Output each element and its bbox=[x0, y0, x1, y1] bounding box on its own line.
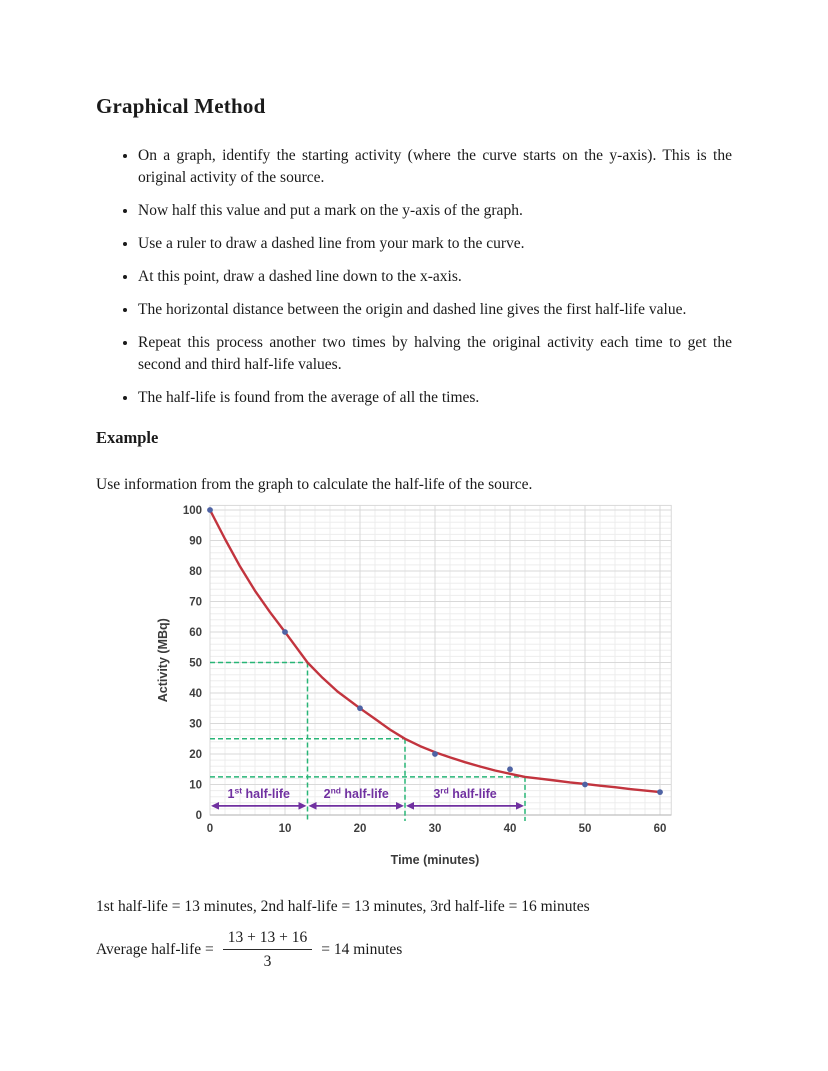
svg-text:70: 70 bbox=[189, 596, 202, 609]
x-axis-title: Time (minutes) bbox=[390, 853, 480, 867]
svg-text:100: 100 bbox=[182, 505, 202, 517]
bullet-item: • Repeat this process another two times by halving the original activity each time to get the second and third half-life values. bbox=[138, 332, 732, 376]
svg-text:40: 40 bbox=[189, 688, 202, 700]
svg-text:20: 20 bbox=[353, 823, 367, 835]
svg-text:0: 0 bbox=[195, 810, 202, 822]
bullet-list bbox=[120, 145, 732, 409]
formula-result: = 14 minutes bbox=[321, 940, 403, 958]
example-heading: Example bbox=[96, 428, 159, 447]
bullet-item: • At this point, draw a dashed line down to the x-axis. bbox=[138, 266, 732, 288]
average-formula bbox=[96, 928, 402, 971]
svg-text:0: 0 bbox=[206, 823, 214, 835]
formula-lead: Average half-life = bbox=[96, 940, 214, 958]
fraction bbox=[223, 928, 312, 971]
svg-text:30: 30 bbox=[189, 718, 202, 731]
svg-text:50: 50 bbox=[189, 657, 202, 670]
y-axis-title: Activity (MBq) bbox=[156, 618, 170, 703]
intro-paragraph: Use information from the graph to calculate the half-life of the source. bbox=[96, 476, 533, 493]
bullet-item: • Use a ruler to draw a dashed line from your mark to the curve. bbox=[138, 233, 732, 255]
halflife-label: 1st half-life bbox=[227, 785, 290, 802]
halflife-chart-svg bbox=[152, 490, 676, 882]
bullet-item: • On a graph, identify the starting activity (where the curve starts on the y-axis). This is the original activity of the source. bbox=[138, 145, 732, 189]
halflife-label: 2nd half-life bbox=[323, 785, 389, 802]
halflife-chart bbox=[152, 490, 676, 882]
halflife-arrows bbox=[211, 786, 524, 810]
bullet-item: • Now half this value and put a mark on the y-axis of the graph. bbox=[138, 200, 732, 222]
page-title: Graphical Method bbox=[96, 94, 266, 118]
results-line: 1st half-life = 13 minutes, 2nd half-life = 13 minutes, 3rd half-life = 16 minutes bbox=[96, 898, 590, 915]
halflife-label: 3rd half-life bbox=[433, 785, 497, 802]
svg-text:10: 10 bbox=[278, 823, 292, 835]
bullet-item: • The half-life is found from the average of all the times. bbox=[138, 387, 732, 409]
svg-text:80: 80 bbox=[189, 566, 202, 578]
svg-text:50: 50 bbox=[578, 823, 592, 835]
svg-text:40: 40 bbox=[503, 823, 517, 835]
bullet-item: • The horizontal distance between the origin and dashed line gives the first half-life value. bbox=[138, 299, 732, 321]
svg-text:10: 10 bbox=[189, 779, 202, 792]
svg-text:60: 60 bbox=[189, 627, 202, 639]
fraction-denominator: 3 bbox=[263, 953, 272, 970]
svg-text:60: 60 bbox=[653, 823, 667, 835]
svg-text:30: 30 bbox=[428, 823, 442, 835]
svg-text:20: 20 bbox=[189, 749, 202, 761]
svg-text:90: 90 bbox=[189, 535, 202, 548]
fraction-numerator: 13 + 13 + 16 bbox=[223, 928, 312, 950]
